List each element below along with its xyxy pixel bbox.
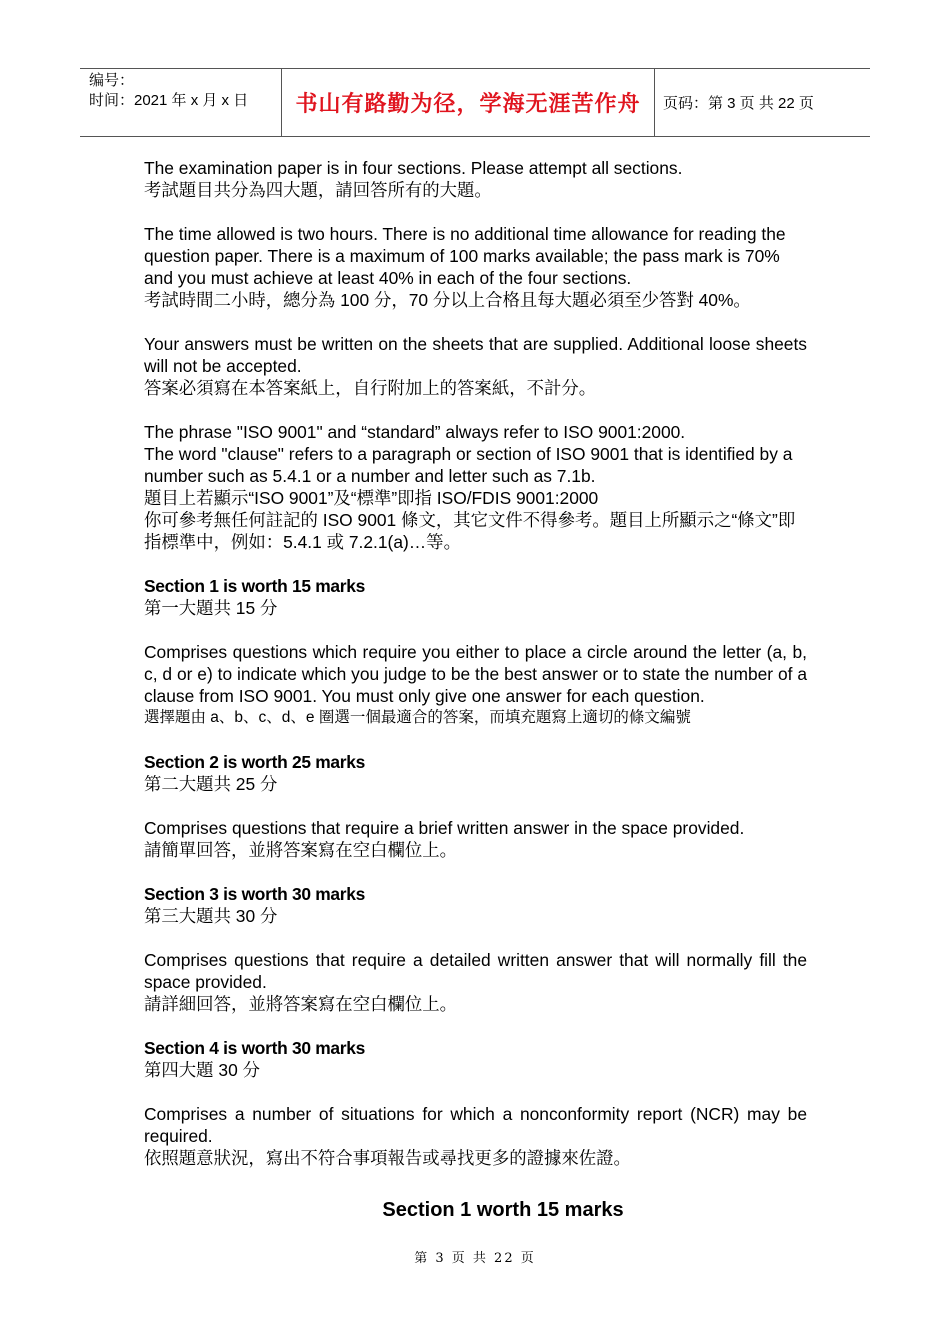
phrase-text-zh: 題目上若顯示“ISO 9001”及“標準”即指 ISO/FDIS 9001:2000: [144, 488, 599, 508]
intro-text-zh: 考試題目共分為四大題，請回答所有的大題。: [144, 180, 492, 200]
section-desc-zh: 依照題意狀況，寫出不符合事項報告或尋找更多的證據來佐證。: [144, 1148, 631, 1168]
section-heading-zh: 第二大題共 25 分: [144, 774, 278, 794]
document-date-label: 时间：2021 年 x 月 x 日: [89, 92, 249, 109]
answers-text-en: Your answers must be written on the sheets that are supplied. Additional loose sheets will not be accepted.: [144, 334, 807, 376]
clause-text-zh: 你可參考無任何註記的 ISO 9001 條文，其它文件不得參考。題目上所顯示之“條文”即指標準中，例如：5.4.1 或 7.2.1(a)…等。: [144, 510, 796, 552]
header-page-info: 页码：第 3 页 共 22 页: [663, 95, 814, 112]
section-4-heading-block: [144, 1037, 807, 1081]
time-text-en: The time allowed is two hours. There is no additional time allowance for reading the question paper. There is a maximum of 100 marks available; the pass mark is 70% and you must achieve at least 40% in each of the four sections.: [144, 224, 786, 288]
intro-paragraph: [144, 157, 807, 201]
section-4-description: [144, 1103, 807, 1169]
section-2-description: [144, 817, 807, 861]
section-1-description: [144, 641, 807, 729]
section-desc-zh: 選擇題由 a、b、c、d、e 圈選一個最適合的答案，而填充題寫上適切的條文編號: [144, 709, 691, 726]
section-2-heading-block: [144, 751, 807, 795]
section-heading: Section 1 is worth 15 marks: [144, 576, 365, 596]
section-heading: Section 2 is worth 25 marks: [144, 752, 365, 772]
definitions-paragraph: [144, 421, 807, 553]
section-heading-zh: 第三大題共 30 分: [144, 906, 278, 926]
answers-text-zh: 答案必須寫在本答案紙上，自行附加上的答案紙，不計分。: [144, 378, 597, 398]
section-1-heading-block: [144, 575, 807, 619]
page-footer: 第 3 页 共 22 页: [414, 1251, 536, 1266]
time-text-zh: 考試時間二小時，總分為 100 分，70 分以上合格且每大題必須至少答對 40%。: [144, 290, 751, 310]
section-3-heading-block: [144, 883, 807, 927]
time-paragraph: [144, 223, 807, 311]
section-heading: Section 3 is worth 30 marks: [144, 884, 365, 904]
document-body: [144, 157, 807, 1191]
header-meta-cell: [80, 69, 282, 136]
section-desc-en: Comprises questions which require you either to place a circle around the letter (a, b, c, d or e) to indicate which you judge to be the best answer or to state the number of a clause from ISO 9001. You must only give one answer for each question.: [144, 642, 807, 706]
intro-text-en: The examination paper is in four sections. Please attempt all sections.: [144, 158, 683, 178]
header-motto-cell: [282, 69, 655, 136]
final-section-heading: Section 1 worth 15 marks: [382, 1199, 624, 1221]
section-desc-en: Comprises a number of situations for which a nonconformity report (NCR) may be required.: [144, 1104, 807, 1146]
section-heading: Section 4 is worth 30 marks: [144, 1038, 365, 1058]
header-motto: 书山有路勤为径，学海无涯苦作舟: [295, 91, 641, 117]
section-heading-zh: 第一大題共 15 分: [144, 598, 278, 618]
page-header: [80, 68, 870, 137]
section-desc-en: Comprises questions that require a brief written answer in the space provided.: [144, 818, 745, 838]
clause-text-en: The word "clause" refers to a paragraph or section of ISO 9001 that is identified by a number such as 5.4.1 or a number and letter such as 7.1b.: [144, 444, 793, 486]
section-3-description: [144, 949, 807, 1015]
phrase-text-en: The phrase "ISO 9001" and “standard” always refer to ISO 9001:2000.: [144, 422, 686, 442]
section-desc-zh: 請詳細回答，並將答案寫在空白欄位上。: [144, 994, 458, 1014]
section-desc-en: Comprises questions that require a detailed written answer that will normally fill the space provided.: [144, 950, 807, 992]
answers-paragraph: [144, 333, 807, 399]
document-number-label: 编号：: [89, 72, 135, 89]
section-desc-zh: 請簡單回答，並將答案寫在空白欄位上。: [144, 840, 458, 860]
section-heading-zh: 第四大題 30 分: [144, 1060, 260, 1080]
